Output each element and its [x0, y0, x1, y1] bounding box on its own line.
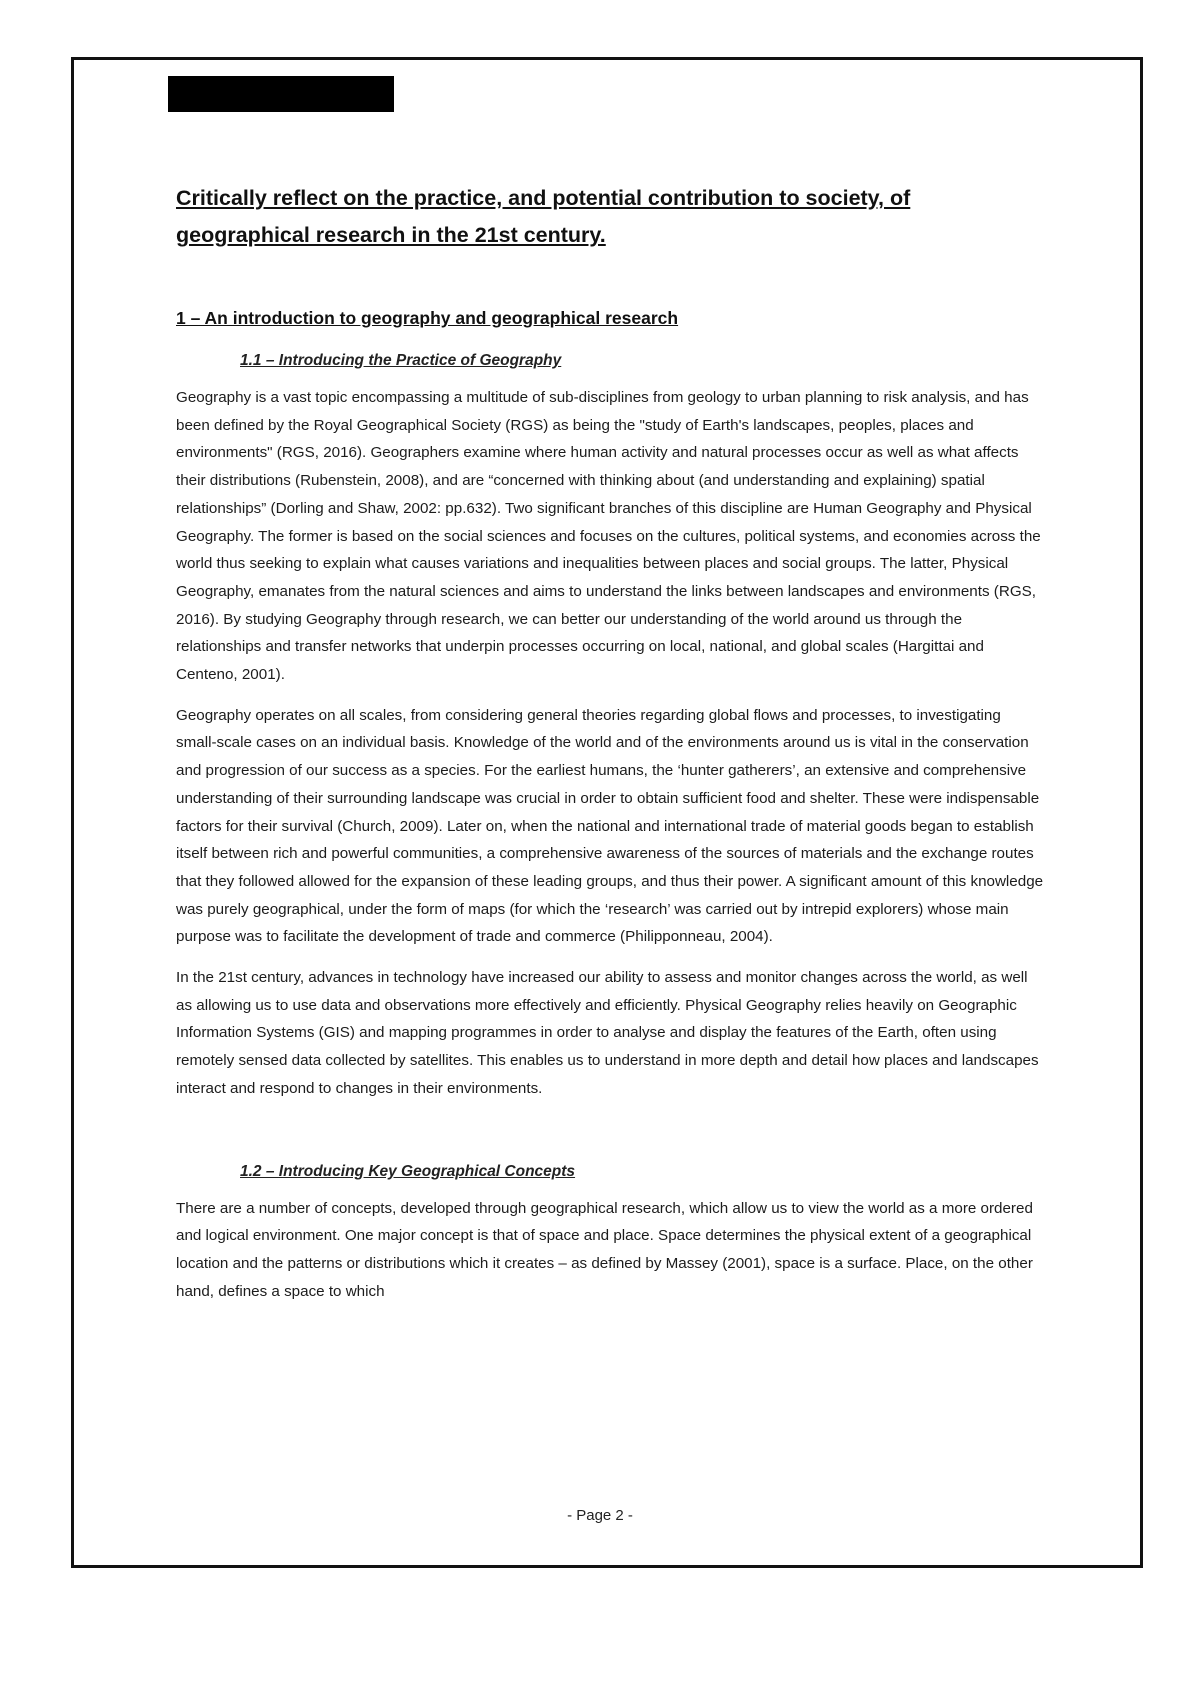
- paragraph: Geography is a vast topic encompassing a multitude of sub-disciplines from geology to urban planning to risk analysis, and has been defined by the Royal Geographical Society (RGS) as being the "study of Earth's landscapes, peoples, places and environments" (RGS, 2016). Geographers examine where human activity and natural processes occur as well as what affects their distributions (Rubenstein, 2008), and are “concerned with thinking about (and understanding and explaining) spatial relationships” (Dorling and Shaw, 2002: pp.632). Two significant branches of this discipline are Human Geography and Physical Geography. The former is based on the social sciences and focuses on the cultures, political systems, and economies across the world thus seeking to explain what causes variations and inequalities between places and social groups. The latter, Physical Geography, emanates from the natural sciences and aims to understand the links between landscapes and environments (RGS, 2016). By studying Geography through research, we can better our understanding of the world around us through the relationships and transfer networks that underpin processes occurring on local, national, and global scales (Hargittai and Centeno, 2001).: [176, 389, 1041, 684]
- subsection-heading-1-2: 1.2 – Introducing Key Geographical Concepts: [240, 1162, 576, 1180]
- redacted-name-block: [168, 76, 394, 112]
- section-heading-1: 1 – An introduction to geography and geographical research: [176, 308, 679, 328]
- paragraph: Geography operates on all scales, from considering general theories regarding global flows and processes, to investigating small-scale cases on an individual basis. Knowledge of the world and of the environments around us is vital in the conservation and progression of our success as a species. For the earliest humans, the ‘hunter gatherers’, an extensive and comprehensive understanding of their surrounding landscape was crucial in order to obtain sufficient food and shelter. These were indispensable factors for their survival (Church, 2009). Later on, when the national and international trade of material goods began to establish itself between rich and powerful communities, a comprehensive awareness of the sources of materials and the exchange routes that they followed allowed for the expansion of these leading groups, and thus their power. A significant amount of this knowledge was purely geographical, under the form of maps (for which the ‘research’ was carried out by intrepid explorers) whose main purpose was to facilitate the development of trade and commerce (Philipponneau, 2004).: [176, 706, 1044, 946]
- paragraph: In the 21st century, advances in technology have increased our ability to assess and monitor changes across the world, as well as allowing us to use data and observations more effectively and efficiently. Physical Geography relies heavily on Geographic Information Systems (GIS) and mapping programmes in order to analyse and display the features of the Earth, often using remotely sensed data collected by satellites. This enables us to understand in more depth and detail how places and landscapes interact and respond to changes in their environments.: [176, 969, 1039, 1097]
- document-body: [176, 180, 1044, 1305]
- subsection-heading-1-1: 1.1 – Introducing the Practice of Geography: [240, 352, 562, 369]
- document-title: Critically reflect on the practice, and potential contribution to society, of geographical research in the 21st century.: [176, 186, 911, 247]
- page-number: - Page 2 -: [567, 1507, 633, 1524]
- paragraph: There are a number of concepts, developed through geographical research, which allow us to view the world as a more ordered and logical environment. One major concept is that of space and place. Space determines the physical extent of a geographical location and the patterns or distributions which it creates – as defined by Massey (2001), space is a surface. Place, on the other hand, defines a space to which: [176, 1199, 1033, 1300]
